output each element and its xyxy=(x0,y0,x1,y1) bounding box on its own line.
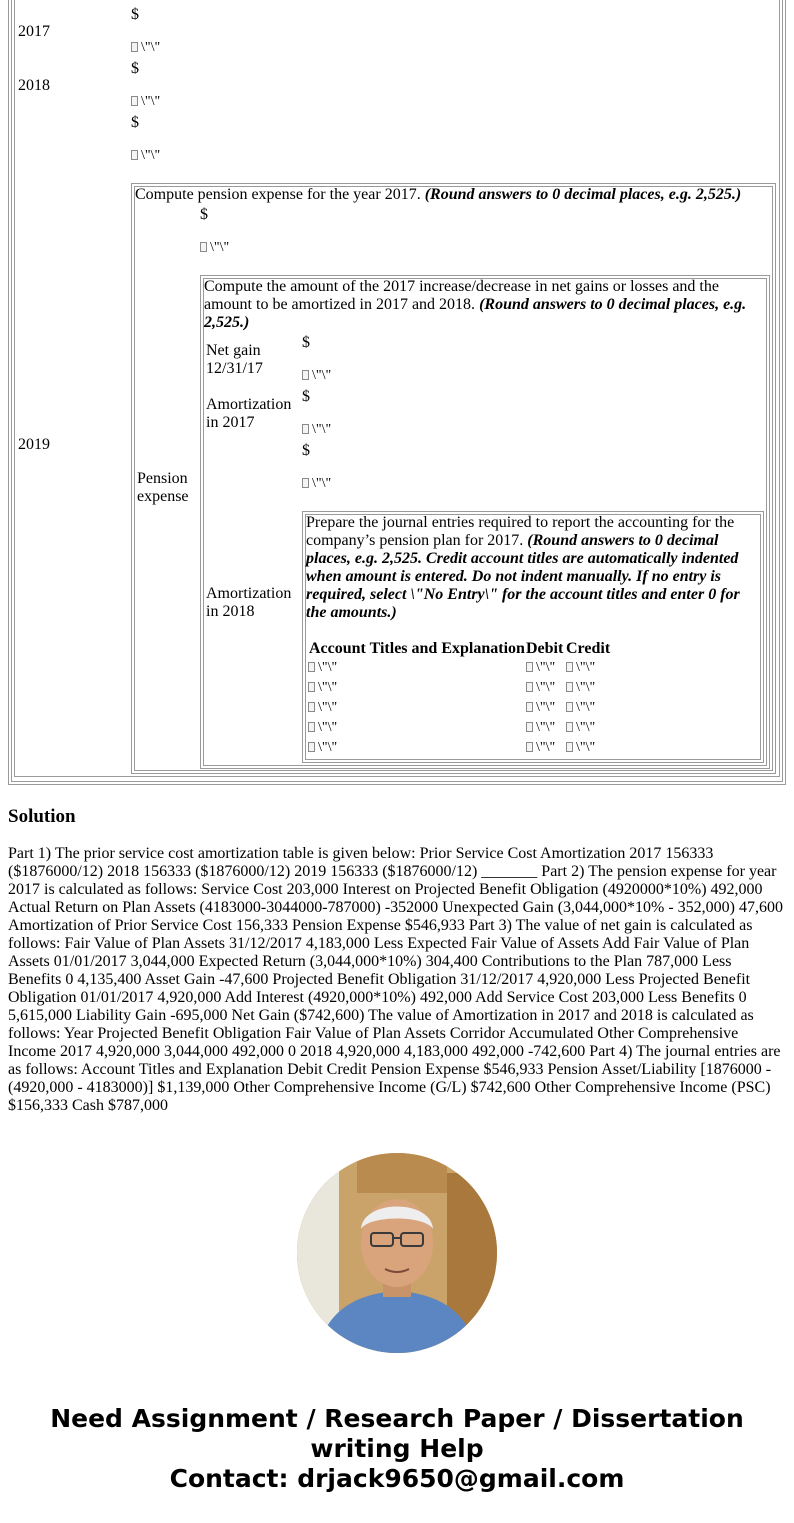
journal-row-2-account[interactable]: \"\" xyxy=(308,681,337,695)
gains-prompt: Compute the amount of the 2017 increase/decrease in net gains or losses and the amount to be amortized in 2017 and 2018. (Round answers to 0 decimal places, e.g. 2,525.) xyxy=(204,278,747,331)
journal-header-debit: Debit xyxy=(526,640,564,657)
dollar-sign: $ xyxy=(131,114,139,131)
author-portrait-image xyxy=(297,1153,497,1353)
pension-expense-prompt: Compute pension expense for the year 2017. (Round answers to 0 decimal places, e.g. 2,525.) xyxy=(135,186,742,203)
net-gain-label: Net gain 12/31/17 xyxy=(206,342,263,377)
solution-text: Part 1) The prior service cost amortization table is given below: Prior Service Cost Amortization 2017 156333 ($1876000/12) 2018 156333 ($1876000/12) 2019 156333 ($1876000/12) _______ Part 2) The pension expense for year 2017 is calculated as follows: Service Cost 203,000 Interest on Projected Benefit Obligation (4920000*10%) 492,000 Actual Return on Plan Assets (4183000-3044000-787000) -352000 Unexpected Gain (3,044,000*10% - 352,000) 47,600 Amortization of Prior Service Cost 156,333 Pension Expense $546,933 Part 3) The value of net gain is calculated as follows: Fair Value of Plan Assets 31/12/2017 4,183,000 Less Expected Fair Value of Assets Add Fair Value of Plan Assets 01/01/2017 3,044,000 Expected Return (3,044,000*10%) 304,400 Contributions to the Plan 787,000 Less Benefits 0 4,135,400 Asset Gain -47,600 Projected Benefit Obligation 31/12/2017 4,920,000 Less Projected Benefit Obligation 01/01/2017 4,920,000 Add Interest (4920,000*10%) 492,000 Add Service Cost 203,000 Less Benefits 0 5,615,000 Liability Gain -695,000 Net Gain ($742,600) The value of Amortization in 2017 and 2018 is calculated as follows: Year Projected Benefit Obligation Fair Value of Plan Assets Corridor Accumulated Other Comprehensive Income 2017 4,920,000 3,044,000 492,000 0 2018 4,920,000 4,183,000 492,000 -742,600 Part 4) The journal entries are as follows: Account Titles and Explanation Debit Credit Pension Expense $546,933 Pension Asset/Liability [1876000 - (4920,000 - 4183000)] $1,139,000 Other Comprehensive Income (G/L) $742,600 Other Comprehensive Income (PSC) $156,333 Cash $787,000 xyxy=(8,845,783,1114)
dollar-sign: $ xyxy=(302,442,310,459)
year-label-2018: 2018 xyxy=(18,77,50,94)
journal-row-5-debit[interactable]: \"\" xyxy=(526,741,555,755)
solution-heading: Solution xyxy=(8,806,76,827)
journal-row-5-account[interactable]: \"\" xyxy=(308,741,337,755)
dollar-sign: $ xyxy=(302,334,310,351)
dollar-sign: $ xyxy=(302,388,310,405)
net-gain-input[interactable]: \"\" xyxy=(302,369,331,383)
journal-row-2-credit[interactable]: \"\" xyxy=(566,681,595,695)
promo-contact: Contact: drjack9650@gmail.com xyxy=(169,1464,625,1493)
journal-row-4-credit[interactable]: \"\" xyxy=(566,721,595,735)
dollar-sign: $ xyxy=(131,60,139,77)
journal-header-credit: Credit xyxy=(566,640,611,657)
promo-line-2: writing Help xyxy=(310,1434,484,1463)
journal-row-3-debit[interactable]: \"\" xyxy=(526,701,555,715)
amortization-2017-input[interactable]: \"\" xyxy=(302,423,331,437)
journal-row-2-debit[interactable]: \"\" xyxy=(526,681,555,695)
answer-input-2019[interactable]: \"\" xyxy=(131,149,160,163)
journal-row-1-account[interactable]: \"\" xyxy=(308,661,337,675)
answer-input-2017[interactable]: \"\" xyxy=(131,41,160,55)
amortization-2018-input[interactable]: \"\" xyxy=(302,477,331,491)
amortization-2018-label: Amortization in 2018 xyxy=(206,585,292,620)
amortization-2017-label: Amortization in 2017 xyxy=(206,396,292,431)
journal-row-3-credit[interactable]: \"\" xyxy=(566,701,595,715)
pension-expense-label: Pension expense xyxy=(137,470,189,505)
journal-row-3-account[interactable]: \"\" xyxy=(308,701,337,715)
pension-expense-input[interactable]: \"\" xyxy=(200,241,229,255)
author-avatar xyxy=(297,1153,497,1353)
journal-row-1-credit[interactable]: \"\" xyxy=(566,661,595,675)
year-label-2017: 2017 xyxy=(18,23,50,40)
promo-line-1: Need Assignment / Research Paper / Dissertation xyxy=(50,1404,744,1433)
dollar-sign: $ xyxy=(131,6,139,23)
year-label-2019: 2019 xyxy=(18,436,50,453)
journal-row-4-debit[interactable]: \"\" xyxy=(526,721,555,735)
journal-row-5-credit[interactable]: \"\" xyxy=(566,741,595,755)
answer-input-2018[interactable]: \"\" xyxy=(131,95,160,109)
journal-row-4-account[interactable]: \"\" xyxy=(308,721,337,735)
journal-row-1-debit[interactable]: \"\" xyxy=(526,661,555,675)
journal-header-account: Account Titles and Explanation xyxy=(309,640,525,657)
journal-prompt: Prepare the journal entries required to report the accounting for the company’s pension plan for 2017. (Round answers to 0 decimal places, e.g. 2,525. Credit account titles are automatically indented when amount is entered. Do not indent manually. If no entry is required, select \"No Entry\" for the account titles and enter 0 for the amounts.) xyxy=(306,514,740,621)
dollar-sign: $ xyxy=(200,206,208,223)
